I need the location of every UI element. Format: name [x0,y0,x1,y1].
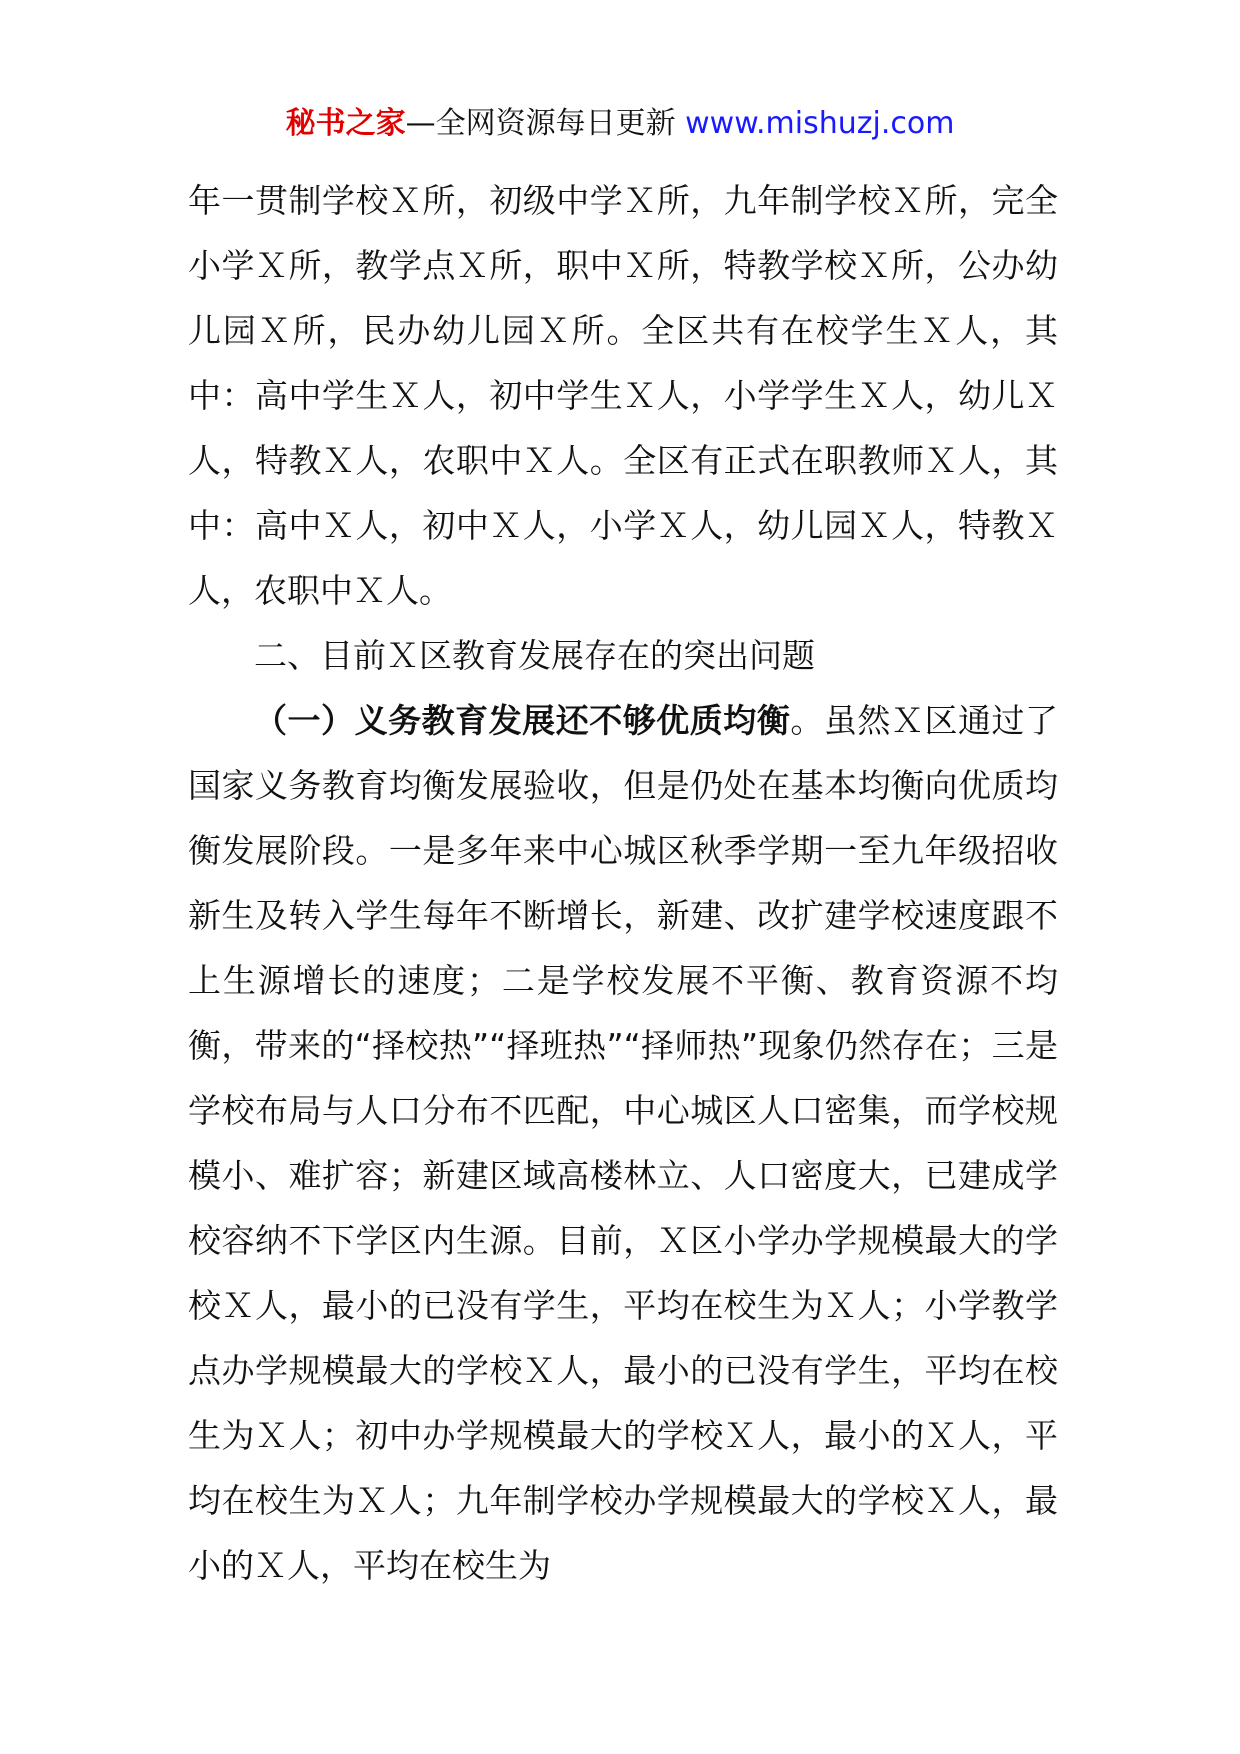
brand-name: 秘书之家 [285,106,406,141]
document-body [188,168,1058,1598]
website-link[interactable]: www.mishuzj.com [685,106,955,141]
header-tagline: —全网资源每日更新 [405,106,686,141]
paragraph-school-statistics: 年一贯制学校Ｘ所，初级中学Ｘ所，九年制学校Ｘ所，完全小学Ｘ所，教学点Ｘ所，职中Ｘ所，特教学校Ｘ所，公办幼儿园Ｘ所，民办幼儿园Ｘ所。全区共有在校学生Ｘ人，其中：高中学生Ｘ人，初中学生Ｘ人，小学学生Ｘ人，幼儿Ｘ人，特教Ｘ人，农职中Ｘ人。全区有正式在职教师Ｘ人，其中：高中Ｘ人，初中Ｘ人，小学Ｘ人，幼儿园Ｘ人，特教Ｘ人，农职中Ｘ人。 [188,181,1058,610]
paragraph-body-text: 。虽然Ｘ区通过了国家义务教育均衡发展验收，但是仍处在基本均衡向优质均衡发展阶段。一是多年来中心城区秋季学期一至九年级招收新生及转入学生每年不断增长，新建、改扩建学校速度跟不上生源增长的速度；二是学校发展不平衡、教育资源不均衡，带来的“择校热”“择班热”“择师热”现象仍然存在；三是学校布局与人口分布不匹配，中心城区人口密集，而学校规模小、难扩容；新建区域高楼林立、人口密度大，已建成学校容纳不下学区内生源。目前，Ｘ区小学办学规模最大的学校Ｘ人，最小的已没有学生，平均在校生为Ｘ人；小学教学点办学规模最大的学校Ｘ人，最小的已没有学生，平均在校生为Ｘ人；初中办学规模最大的学校Ｘ人，最小的Ｘ人，平均在校生为Ｘ人；九年制学校办学规模最大的学校Ｘ人，最小的Ｘ人，平均在校生为 [188,701,1059,1585]
page-header [0,104,1240,144]
subsection-heading: （一）义务教育发展还不够优质均衡 [254,701,791,740]
section-heading-problems: 二、目前Ｘ区教育发展存在的突出问题 [254,636,815,675]
paragraph-compulsory-education [188,688,1058,1598]
